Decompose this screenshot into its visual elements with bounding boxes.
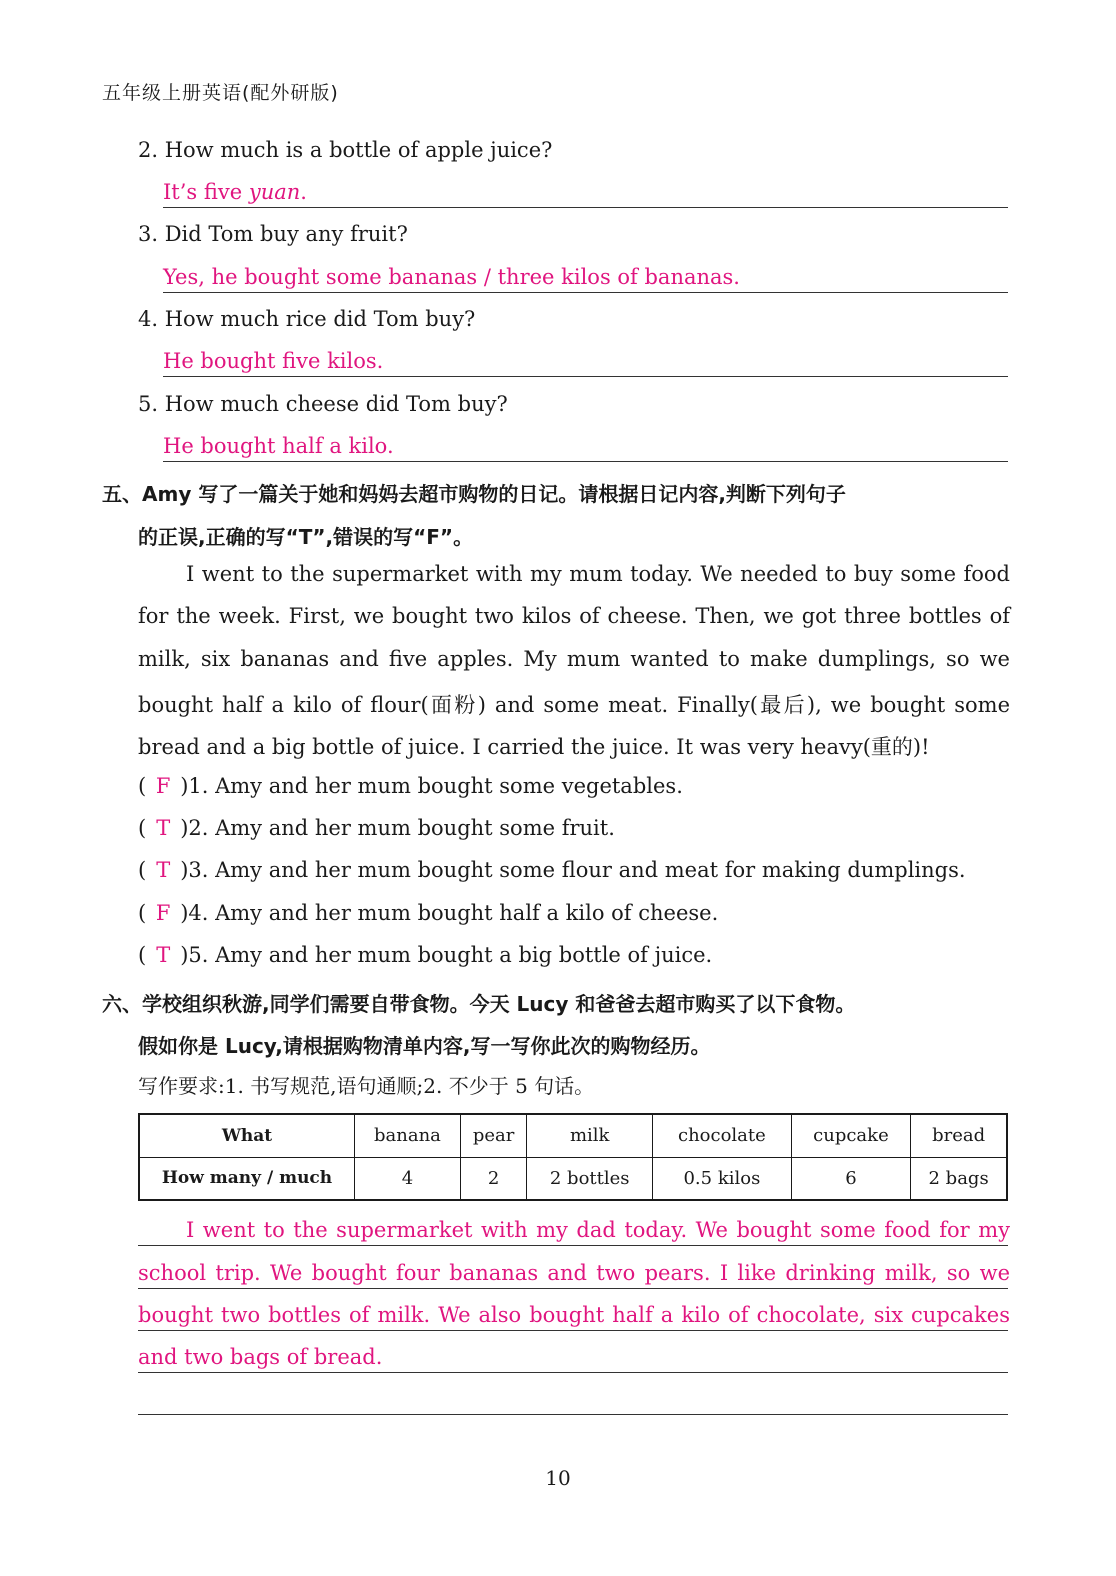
table-row xyxy=(139,1157,1007,1200)
essay-rule xyxy=(138,1288,1008,1289)
table-cell: 2 bags xyxy=(911,1157,1007,1200)
table-header-what: What xyxy=(139,1114,355,1157)
passage-line-2: for the week. First, we bought two kilos of cheese. Then, we got three bottles of xyxy=(138,604,1010,628)
answer-line xyxy=(163,376,1008,377)
judge-mark: F xyxy=(155,901,171,925)
passage-line-3: milk, six bananas and five apples. My mum wanted to make dumplings, so we xyxy=(138,647,1010,671)
essay-line-3: bought two bottles of milk. We also bought half a kilo of chocolate, six cupcakes xyxy=(138,1303,1010,1327)
section6-title-line1: 六、学校组织秋游,同学们需要自带食物。今天 Lucy 和爸爸去超市购买了以下食物。 xyxy=(102,992,856,1016)
answer-2-pre: It’s five xyxy=(163,180,249,204)
essay-rule xyxy=(138,1330,1008,1331)
shopping-list-table xyxy=(138,1113,1008,1201)
judge-text: )5. Amy and her mum bought a big bottle of juice. xyxy=(180,943,713,967)
table-cell: 6 xyxy=(791,1157,910,1200)
table-cell: 0.5 kilos xyxy=(653,1157,792,1200)
judge-item-3: ( T )3. Amy and her mum bought some flour and meat for making dumplings. xyxy=(138,858,966,882)
table-cell: 4 xyxy=(355,1157,461,1200)
judge-item-4: ( F )4. Amy and her mum bought half a kilo of cheese. xyxy=(138,901,719,925)
table-cell: chocolate xyxy=(653,1114,792,1157)
judge-mark: F xyxy=(155,774,171,798)
table-header-how-many: How many / much xyxy=(139,1157,355,1200)
question-2: 2. How much is a bottle of apple juice? xyxy=(138,138,553,162)
answer-2 xyxy=(163,180,307,204)
page-header: 五年级上册英语(配外研版) xyxy=(102,82,339,104)
section6-title-line2: 假如你是 Lucy,请根据购物清单内容,写一写你此次的购物经历。 xyxy=(138,1034,711,1058)
table-cell: milk xyxy=(527,1114,653,1157)
question-5: 5. How much cheese did Tom buy? xyxy=(138,392,508,416)
page-number: 10 xyxy=(545,1466,571,1490)
judge-mark: T xyxy=(156,816,171,840)
judge-mark: T xyxy=(156,858,171,882)
writing-requirement: 写作要求:1. 书写规范,语句通顺;2. 不少于 5 句话。 xyxy=(138,1074,595,1098)
table-cell: 2 bottles xyxy=(527,1157,653,1200)
answer-3: Yes, he bought some bananas / three kilos of bananas. xyxy=(163,265,740,289)
essay-line-1: I went to the supermarket with my dad today. We bought some food for my xyxy=(186,1218,1010,1242)
answer-line xyxy=(163,207,1008,208)
question-4: 4. How much rice did Tom buy? xyxy=(138,307,476,331)
table-cell: pear xyxy=(460,1114,526,1157)
judge-item-5: ( T )5. Amy and her mum bought a big bottle of juice. xyxy=(138,943,713,967)
passage-line-4: bought half a kilo of flour(面粉) and some meat. Finally(最后), we bought some xyxy=(138,693,1010,717)
answer-line xyxy=(163,461,1008,462)
judge-item-1: ( F )1. Amy and her mum bought some vegetables. xyxy=(138,774,683,798)
judge-text: )3. Amy and her mum bought some flour and meat for making dumplings. xyxy=(180,858,966,882)
judge-text: )1. Amy and her mum bought some vegetables. xyxy=(180,774,683,798)
section5-title-line2: 的正误,正确的写“T”,错误的写“F”。 xyxy=(138,525,474,549)
essay-line-4: and two bags of bread. xyxy=(138,1345,383,1369)
table-cell: bread xyxy=(911,1114,1007,1157)
essay-rule xyxy=(138,1245,1008,1246)
essay-line-2: school trip. We bought four bananas and two pears. I like drinking milk, so we xyxy=(138,1261,1010,1285)
answer-4: He bought five kilos. xyxy=(163,349,384,373)
table-cell: banana xyxy=(355,1114,461,1157)
essay-rule xyxy=(138,1372,1008,1373)
judge-item-2: ( T )2. Amy and her mum bought some fruit. xyxy=(138,816,615,840)
section5-title-line1: 五、Amy 写了一篇关于她和妈妈去超市购物的日记。请根据日记内容,判断下列句子 xyxy=(102,482,846,506)
table-row xyxy=(139,1114,1007,1157)
judge-mark: T xyxy=(156,943,171,967)
judge-text: )2. Amy and her mum bought some fruit. xyxy=(180,816,615,840)
answer-2-em: yuan xyxy=(248,180,301,204)
essay-rule xyxy=(138,1414,1008,1415)
answer-2-post: . xyxy=(300,180,307,204)
answer-line xyxy=(163,292,1008,293)
judge-text: )4. Amy and her mum bought half a kilo of cheese. xyxy=(180,901,719,925)
table-cell: cupcake xyxy=(791,1114,910,1157)
passage-line-1: I went to the supermarket with my mum today. We needed to buy some food xyxy=(186,562,1010,586)
answer-5: He bought half a kilo. xyxy=(163,434,394,458)
question-3: 3. Did Tom buy any fruit? xyxy=(138,222,408,246)
passage-line-5: bread and a big bottle of juice. I carried the juice. It was very heavy(重的)! xyxy=(138,735,930,759)
table-cell: 2 xyxy=(460,1157,526,1200)
